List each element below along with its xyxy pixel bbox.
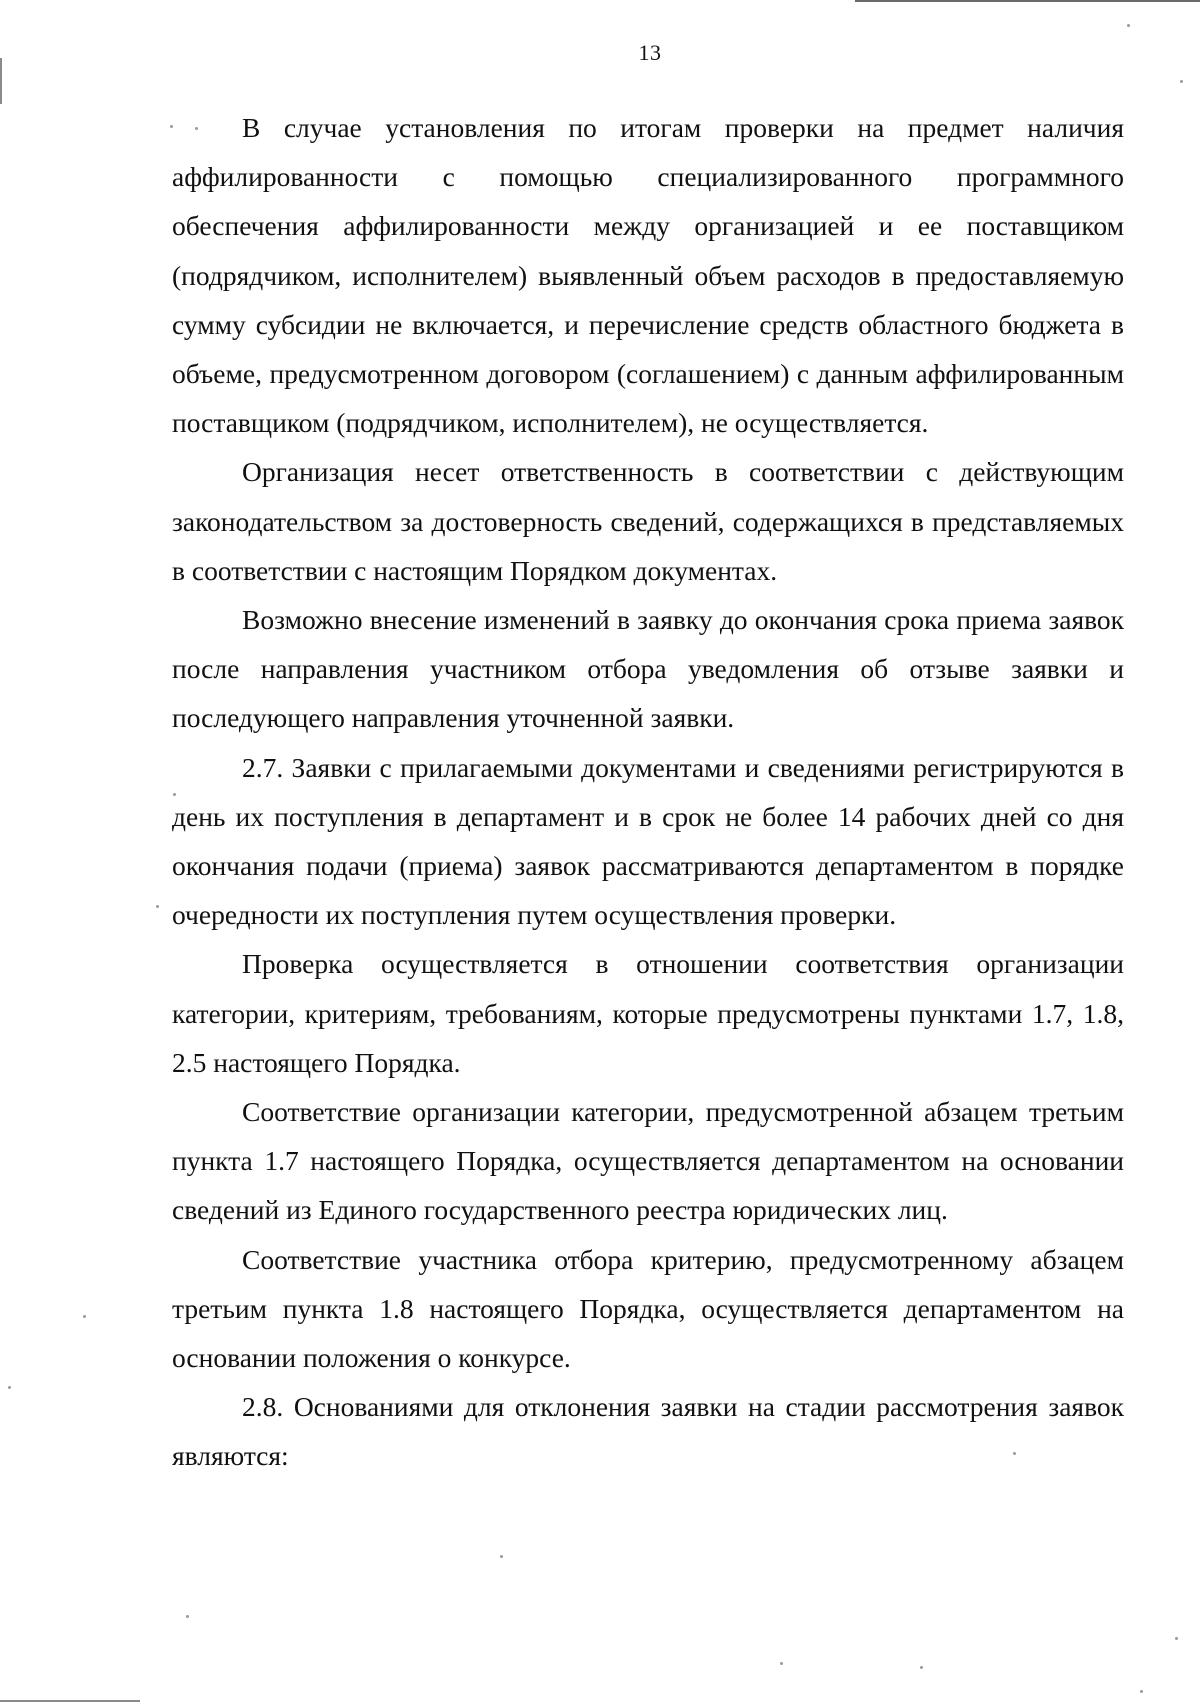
- paragraph-verification: Проверка осуществляется в отношении соответствия организации категории, критериям, требованиям, которые предусмотрены пунктами 1.7, 1.8, 2.5 настоящего Порядка.: [172, 948, 1124, 1078]
- scan-speck: [500, 1555, 503, 1558]
- paragraph-category-compliance: Соответствие организации категории, предусмотренной абзацем третьим пункта 1.7 настоящего Порядка, осуществляется департаментом на основании сведений из Единого государственного реестра юридических лиц.: [172, 1096, 1124, 1226]
- scan-speck: [83, 1315, 86, 1318]
- scan-speck: [1180, 80, 1183, 83]
- scan-speck: [1127, 24, 1130, 27]
- paragraph-2-8: 2.8. Основаниями для отклонения заявки на стадии рассмотрения заявок являются:: [172, 1391, 1124, 1472]
- scan-speck: [186, 1615, 189, 1618]
- document-body: [172, 103, 1124, 1481]
- scan-speck: [170, 125, 173, 128]
- scan-speck: [173, 793, 176, 796]
- paragraph-amendments: Возможно внесение изменений в заявку до окончания срока приема заявок после направления участником отбора уведомления об отзыве заявки и последующего направления уточненной заявки.: [172, 604, 1124, 734]
- scan-speck: [156, 905, 159, 908]
- scan-speck: [1175, 1637, 1178, 1640]
- paragraph-affiliation: В случае установления по итогам проверки на предмет наличия аффилированности с помощью специализированного программного обеспечения аффилированности между организацией и ее поставщиком (подрядчиком, исполнителем) выявленный объем расходов в предоставляемую сумму субсидии не включается, и перечисление средств областного бюджета в объеме, предусмотренном договором (соглашением) с данным аффилированным поставщиком (подрядчиком, исполнителем), не осуществляется.: [172, 112, 1124, 439]
- page-number: 13: [638, 40, 662, 65]
- scan-speck: [1140, 1690, 1143, 1693]
- paragraph-responsibility: Организация несет ответственность в соответствии с действующим законодательством за достоверность сведений, содержащихся в представляемых в соответствии с настоящим Порядком документах.: [172, 456, 1124, 586]
- scan-speck: [8, 1386, 11, 1389]
- top-edge-rule: [855, 0, 1200, 2]
- scan-speck: [920, 1666, 923, 1669]
- scan-speck: [1013, 1452, 1016, 1455]
- paragraph-criterion-compliance: Соответствие участника отбора критерию, предусмотренному абзацем третьим пункта 1.8 настоящего Порядка, осуществляется департаментом на основании положения о конкурсе.: [172, 1243, 1124, 1374]
- paragraph-2-7: 2.7. Заявки с прилагаемыми документами и сведениями регистрируются в день их поступления в департамент и в срок не более 14 рабочих дней со дня окончания подачи (приема) заявок рассматриваются департаментом в порядке очередности их поступления путем осуществления проверки.: [172, 751, 1124, 931]
- scan-speck: [195, 127, 198, 130]
- bottom-edge-rule: [0, 1700, 140, 1702]
- scan-speck: [780, 1662, 783, 1665]
